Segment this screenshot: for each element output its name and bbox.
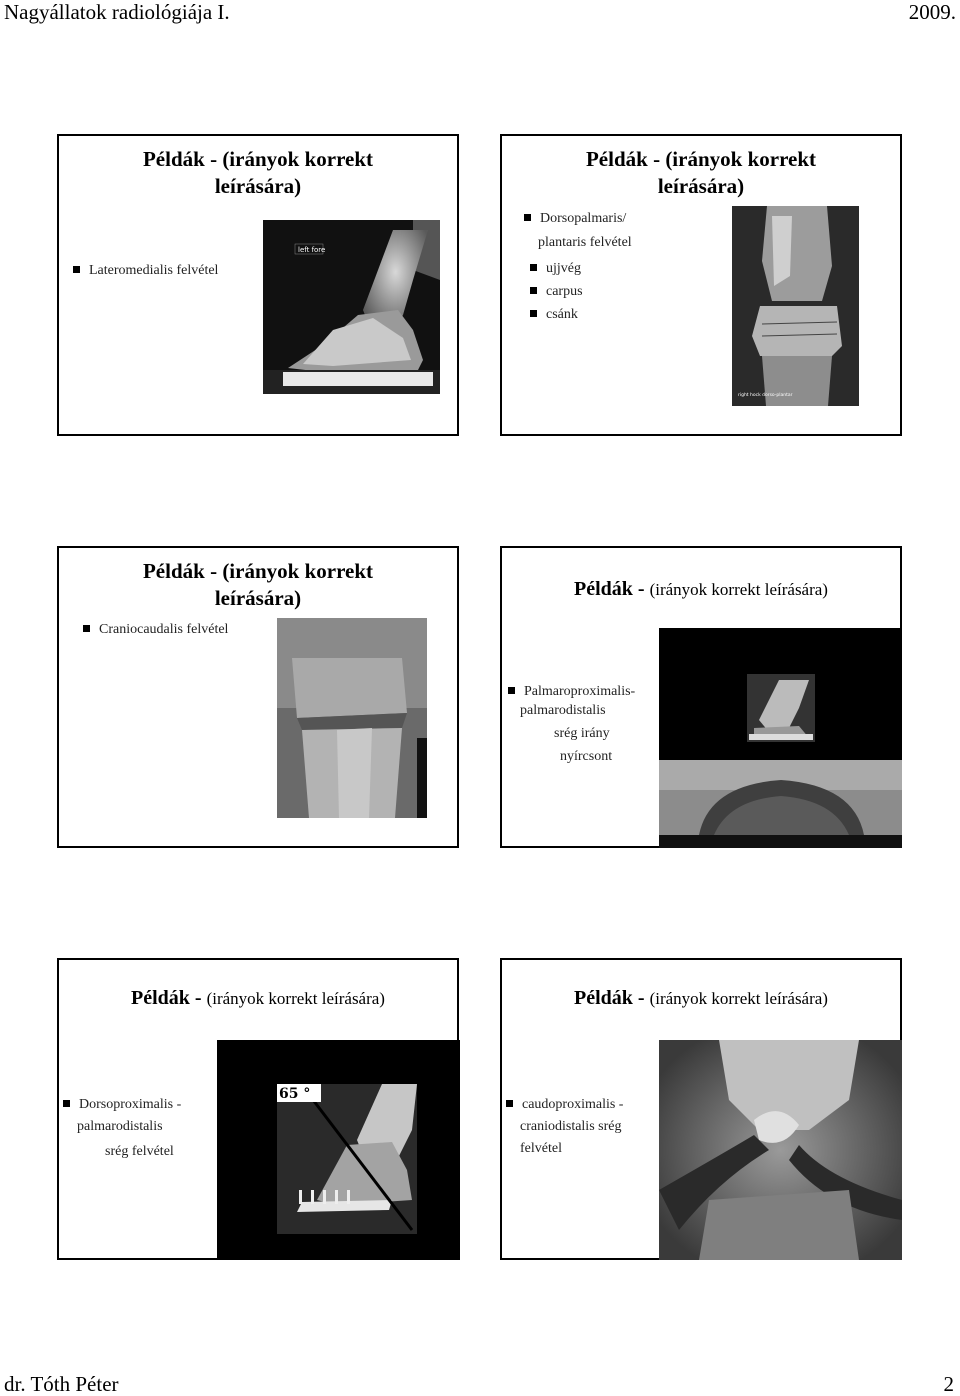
xray-image-dorsopalmar <box>732 206 859 406</box>
bullet-text: Lateromedialis felvétel <box>89 263 219 278</box>
image-marker-label: left fore <box>298 246 326 254</box>
bullet-continuation: srég felvétel <box>105 1144 174 1159</box>
bullet-continuation: felvétel <box>520 1141 562 1156</box>
bullet-text-1: Palmaroproximalis- <box>524 684 636 699</box>
bullet-square-icon <box>530 310 537 317</box>
bullet-continuation: nyírcsont <box>560 749 613 764</box>
sub-item-csank <box>530 304 578 326</box>
slide-title <box>502 146 900 200</box>
bullet-text-1: Dorsoproximalis - <box>79 1097 182 1112</box>
bullet-item <box>63 1094 181 1116</box>
xray-image-navicular <box>659 760 902 848</box>
page-number: 2 <box>943 1372 954 1396</box>
bullet-item <box>524 208 626 230</box>
bullet-square-icon <box>73 266 80 273</box>
bullet-continuation: plantaris felvétel <box>538 235 632 250</box>
title-line-1: Példák - (irányok korrekt <box>142 147 374 171</box>
image-marker-label: right hock dorso-plantar <box>738 393 793 398</box>
bullet-square-icon <box>83 625 90 632</box>
slide-4 <box>500 546 902 848</box>
sub-item-carpus <box>530 281 583 303</box>
year-label: 2009. <box>908 0 956 24</box>
bullet-continuation: craniodistalis srég <box>520 1119 622 1134</box>
bullet-continuation: srég irány <box>554 726 610 741</box>
bullet-text-1: caudoproximalis - <box>522 1097 624 1112</box>
title-paren: (irányok korrekt leírására) <box>649 989 828 1008</box>
title-prefix: Példák - <box>574 987 645 1009</box>
slide-1 <box>57 134 459 436</box>
xray-image-skyline-black <box>659 628 902 760</box>
sub-item-text: csánk <box>546 307 578 322</box>
title-prefix: Példák - <box>574 578 645 600</box>
slide-title <box>59 558 457 612</box>
bullet-item <box>73 260 218 282</box>
sub-item-text: carpus <box>546 284 583 299</box>
bullet-square-icon <box>524 214 531 221</box>
xray-image-lateromedial <box>263 220 440 394</box>
xray-image-caudoproximal <box>659 1040 902 1260</box>
title-paren: (irányok korrekt leírására) <box>206 989 385 1008</box>
title-line-1: Példák - (irányok korrekt <box>142 559 374 583</box>
title-paren: (irányok korrekt leírására) <box>649 580 828 599</box>
bullet-item <box>506 1094 623 1116</box>
slide-title <box>59 146 457 200</box>
slide-5 <box>57 958 459 1260</box>
sub-item-ujjveg <box>530 258 581 280</box>
slide-2 <box>500 134 902 436</box>
bullet-continuation: palmarodistalis <box>77 1119 163 1134</box>
slide-6 <box>500 958 902 1260</box>
course-title: Nagyállatok radiológiája I. <box>4 0 230 24</box>
slide-title <box>502 985 900 1012</box>
slide-3 <box>57 546 459 848</box>
xray-image-craniocaudal <box>277 618 427 818</box>
sub-item-text: ujjvég <box>546 261 581 276</box>
title-line-1: Példák - (irányok korrekt <box>585 147 817 171</box>
bullet-square-icon <box>530 264 537 271</box>
bullet-text-1: Dorsopalmaris/ <box>540 211 627 226</box>
bullet-square-icon <box>530 287 537 294</box>
slide-title <box>59 985 457 1012</box>
author-name: dr. Tóth Péter <box>4 1372 119 1396</box>
title-line-2: leírására) <box>214 174 302 198</box>
bullet-item <box>83 619 228 641</box>
title-line-2: leírására) <box>214 586 302 610</box>
bullet-square-icon <box>508 687 515 694</box>
bullet-square-icon <box>63 1100 70 1107</box>
xray-image-dorsoproximal <box>217 1040 460 1260</box>
bullet-continuation: palmarodistalis <box>520 703 606 718</box>
title-line-2: leírására) <box>657 174 745 198</box>
title-prefix: Példák - <box>131 987 202 1009</box>
bullet-text: Craniocaudalis felvétel <box>99 622 229 637</box>
bullet-square-icon <box>506 1100 513 1107</box>
slide-title <box>502 576 900 603</box>
angle-label: 65 ° <box>279 1086 311 1102</box>
